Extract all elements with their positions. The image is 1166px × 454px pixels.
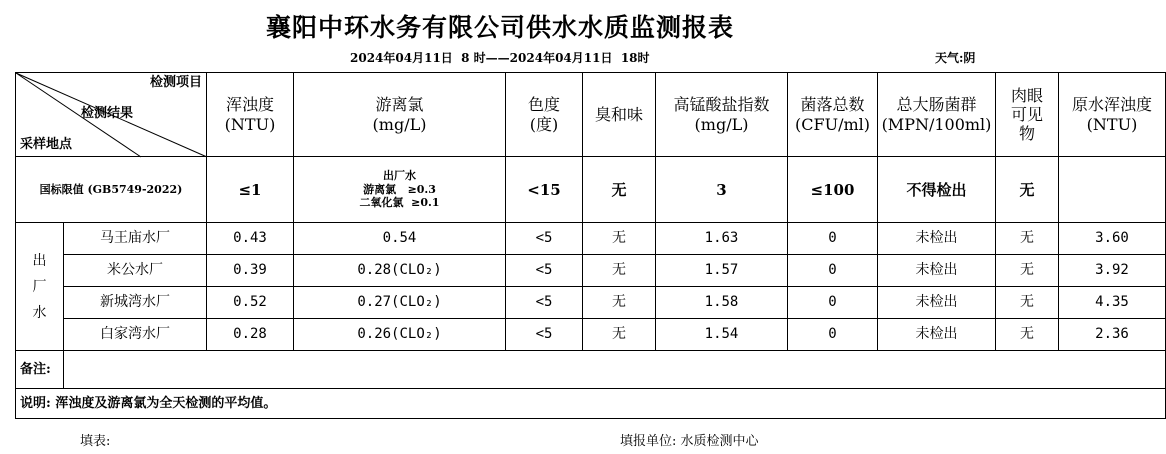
cell-visible: 无 bbox=[996, 319, 1059, 351]
std-odor: 无 bbox=[583, 157, 656, 223]
std-turbidity: ≤1 bbox=[207, 157, 294, 223]
cell-chlorine: 0.27(CLO₂) bbox=[294, 287, 506, 319]
cell-visible: 无 bbox=[996, 223, 1059, 255]
std-visible: 无 bbox=[996, 157, 1059, 223]
cell-permanganate: 1.63 bbox=[656, 223, 788, 255]
cell-colony: 0 bbox=[788, 223, 878, 255]
col-header-odor: 臭和味 bbox=[583, 73, 656, 157]
cell-chlorine: 0.28(CLO₂) bbox=[294, 255, 506, 287]
cell-raw: 3.60 bbox=[1059, 223, 1166, 255]
cell-permanganate: 1.58 bbox=[656, 287, 788, 319]
table-row bbox=[16, 287, 1166, 319]
standard-row bbox=[16, 157, 1166, 223]
cell-color: <5 bbox=[506, 255, 583, 287]
reporting-unit: 填报单位: 水质检测中心 bbox=[620, 434, 759, 449]
cell-odor: 无 bbox=[583, 223, 656, 255]
group-label-char: 厂 bbox=[32, 278, 47, 295]
remarks-value bbox=[64, 351, 1166, 389]
cell-colony: 0 bbox=[788, 287, 878, 319]
note-row bbox=[16, 389, 1166, 419]
standard-label: 国标限值 (GB5749-2022) bbox=[16, 157, 207, 223]
cell-turbidity: 0.39 bbox=[207, 255, 294, 287]
header-row bbox=[16, 73, 1166, 157]
cell-permanganate: 1.54 bbox=[656, 319, 788, 351]
cell-coliform: 未检出 bbox=[878, 255, 996, 287]
remarks-label: 备注: bbox=[16, 351, 64, 389]
corner-result-label: 检测结果 bbox=[81, 106, 134, 121]
cell-visible: 无 bbox=[996, 287, 1059, 319]
plant-name: 白家湾水厂 bbox=[64, 319, 207, 351]
plant-name: 新城湾水厂 bbox=[64, 287, 207, 319]
std-permanganate: 3 bbox=[656, 157, 788, 223]
plant-name: 米公水厂 bbox=[64, 255, 207, 287]
cell-permanganate: 1.57 bbox=[656, 255, 788, 287]
cell-colony: 0 bbox=[788, 319, 878, 351]
corner-item-label: 检测项目 bbox=[149, 75, 202, 90]
std-coliform: 不得检出 bbox=[878, 157, 996, 223]
group-label-char: 水 bbox=[32, 304, 47, 321]
table-row bbox=[16, 223, 1166, 255]
remarks-row bbox=[16, 351, 1166, 389]
weather: 天气:阴 bbox=[935, 51, 976, 65]
corner-site-label: 采样地点 bbox=[20, 137, 73, 152]
cell-turbidity: 0.28 bbox=[207, 319, 294, 351]
report-title: 襄阳中环水务有限公司供水水质监测报表 bbox=[265, 13, 734, 42]
cell-coliform: 未检出 bbox=[878, 223, 996, 255]
cell-raw: 4.35 bbox=[1059, 287, 1166, 319]
col-header-visible: 肉眼可见物 bbox=[996, 73, 1059, 157]
cell-colony: 0 bbox=[788, 255, 878, 287]
filler-label: 填表: bbox=[80, 434, 111, 449]
cell-odor: 无 bbox=[583, 319, 656, 351]
std-raw bbox=[1059, 157, 1166, 223]
cell-color: <5 bbox=[506, 287, 583, 319]
col-header-color: 色度 (度) bbox=[506, 73, 583, 157]
col-header-turbidity: 浑浊度 (NTU) bbox=[207, 73, 294, 157]
col-header-permanganate: 高锰酸盐指数 (mg/L) bbox=[656, 73, 788, 157]
std-chlorine: 出厂水 游离氯 ≥0.3 二氧化氯 ≥0.1 bbox=[294, 157, 506, 223]
col-header-colony: 菌落总数 (CFU/ml) bbox=[788, 73, 878, 157]
std-color: <15 bbox=[506, 157, 583, 223]
cell-turbidity: 0.43 bbox=[207, 223, 294, 255]
cell-color: <5 bbox=[506, 319, 583, 351]
cell-visible: 无 bbox=[996, 255, 1059, 287]
cell-odor: 无 bbox=[583, 287, 656, 319]
water-quality-table bbox=[15, 72, 1166, 419]
col-header-coliform: 总大肠菌群 (MPN/100ml) bbox=[878, 73, 996, 157]
group-label-char: 出 bbox=[32, 252, 47, 269]
group-label bbox=[16, 223, 64, 351]
cell-turbidity: 0.52 bbox=[207, 287, 294, 319]
std-colony: ≤100 bbox=[788, 157, 878, 223]
cell-raw: 3.92 bbox=[1059, 255, 1166, 287]
cell-raw: 2.36 bbox=[1059, 319, 1166, 351]
cell-odor: 无 bbox=[583, 255, 656, 287]
cell-chlorine: 0.54 bbox=[294, 223, 506, 255]
cell-color: <5 bbox=[506, 223, 583, 255]
cell-coliform: 未检出 bbox=[878, 287, 996, 319]
plant-name: 马王庙水厂 bbox=[64, 223, 207, 255]
table-row bbox=[16, 319, 1166, 351]
cell-coliform: 未检出 bbox=[878, 319, 996, 351]
report-period: 2024年04月11日 8 时——2024年04月11日 18时 bbox=[350, 51, 650, 65]
note-text: 说明: 浑浊度及游离氯为全天检测的平均值。 bbox=[16, 389, 1166, 419]
col-header-raw-turbidity: 原水浑浊度 (NTU) bbox=[1059, 73, 1166, 157]
header-corner bbox=[16, 73, 207, 157]
cell-chlorine: 0.26(CLO₂) bbox=[294, 319, 506, 351]
col-header-chlorine: 游离氯 (mg/L) bbox=[294, 73, 506, 157]
table-row bbox=[16, 255, 1166, 287]
